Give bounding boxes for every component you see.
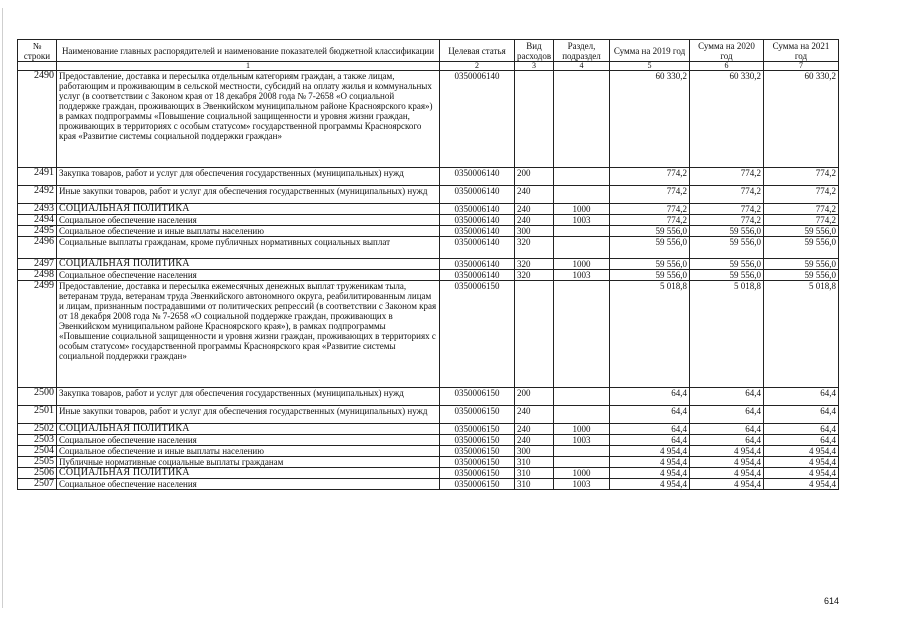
target-article-cell: 0350006140	[440, 259, 515, 270]
sum-2021-cell: 59 556,0	[764, 259, 839, 270]
header-name: Наименование главных распорядителей и наименование показателей бюджетной классификации	[57, 40, 440, 62]
sum-2020-cell: 59 556,0	[690, 270, 764, 281]
name-cell: Предоставление, доставка и пересылка отдельным категориям граждан, а также лицам, работающим и проживающим в сельской местности, субсидий на оплату жилья и коммунальных услуг (в соответствии с Законом края от 18 декабря 2008 года № 7-2658 «О социальной поддержке граждан, проживающих в Эвенкийском муниципальном районе Красноярского края») в рамках подпрограммы «Повышение социальной защищенности и уровня жизни граждан, проживающих в территориях с особым статусом» государственной программы Красноярского края «Развитие системы социальной поддержки граждан»	[57, 71, 440, 168]
row-number-cell: 2501	[18, 406, 57, 424]
sum-2019-cell: 774,2	[610, 215, 690, 226]
name-cell: СОЦИАЛЬНАЯ ПОЛИТИКА	[57, 468, 440, 479]
sum-2021-cell: 774,2	[764, 204, 839, 215]
section-cell	[554, 281, 610, 388]
row-number-cell: 2497	[18, 259, 57, 270]
sum-2019-cell: 64,4	[610, 435, 690, 446]
column-number: 5	[610, 62, 690, 71]
header-section: Раздел, подраздел	[554, 40, 610, 62]
target-article-cell: 0350006140	[440, 270, 515, 281]
table-row	[18, 168, 839, 186]
sum-2020-cell: 64,4	[690, 406, 764, 424]
name-cell: Иные закупки товаров, работ и услуг для обеспечения государственных (муниципальных) нужд	[57, 186, 440, 204]
expense-type-cell: 300	[515, 226, 554, 237]
header-row	[18, 40, 839, 62]
sum-2020-cell: 59 556,0	[690, 226, 764, 237]
column-number-row	[18, 62, 839, 71]
section-cell: 1000	[554, 424, 610, 435]
header-row-no: № строки	[18, 40, 57, 62]
sum-2020-cell: 60 330,2	[690, 71, 764, 168]
table-row	[18, 71, 839, 168]
section-cell: 1000	[554, 204, 610, 215]
sum-2019-cell: 59 556,0	[610, 226, 690, 237]
table-row	[18, 457, 839, 468]
header-target: Целевая статья	[440, 40, 515, 62]
column-number: 6	[690, 62, 764, 71]
target-article-cell: 0350006140	[440, 168, 515, 186]
sum-2019-cell: 64,4	[610, 388, 690, 406]
table-row	[18, 259, 839, 270]
scan-edge-line	[2, 8, 3, 608]
table-row	[18, 468, 839, 479]
sum-2020-cell: 4 954,4	[690, 457, 764, 468]
sum-2019-cell: 4 954,4	[610, 446, 690, 457]
table-row	[18, 281, 839, 388]
row-number-cell: 2507	[18, 479, 57, 490]
sum-2020-cell: 4 954,4	[690, 468, 764, 479]
column-number: 4	[554, 62, 610, 71]
sum-2021-cell: 5 018,8	[764, 281, 839, 388]
section-cell: 1003	[554, 435, 610, 446]
sum-2021-cell: 59 556,0	[764, 237, 839, 259]
sum-2019-cell: 60 330,2	[610, 71, 690, 168]
expense-type-cell: 240	[515, 186, 554, 204]
section-cell	[554, 388, 610, 406]
sum-2020-cell: 774,2	[690, 204, 764, 215]
budget-table	[17, 39, 839, 490]
sum-2021-cell: 60 330,2	[764, 71, 839, 168]
section-cell	[554, 237, 610, 259]
expense-type-cell: 240	[515, 424, 554, 435]
section-cell	[554, 71, 610, 168]
target-article-cell: 0350006150	[440, 457, 515, 468]
table-row	[18, 270, 839, 281]
target-article-cell: 0350006140	[440, 215, 515, 226]
sum-2019-cell: 774,2	[610, 186, 690, 204]
section-cell: 1000	[554, 468, 610, 479]
target-article-cell: 0350006150	[440, 388, 515, 406]
expense-type-cell: 240	[515, 406, 554, 424]
table-row	[18, 424, 839, 435]
expense-type-cell: 200	[515, 168, 554, 186]
header-expense-type: Вид расходов	[515, 40, 554, 62]
target-article-cell: 0350006140	[440, 237, 515, 259]
sum-2019-cell: 59 556,0	[610, 237, 690, 259]
row-number-cell: 2496	[18, 237, 57, 259]
sum-2021-cell: 64,4	[764, 406, 839, 424]
row-number-cell: 2494	[18, 215, 57, 226]
row-number-cell: 2506	[18, 468, 57, 479]
expense-type-cell: 320	[515, 237, 554, 259]
name-cell: Закупка товаров, работ и услуг для обеспечения государственных (муниципальных) нужд	[57, 168, 440, 186]
row-number-cell: 2503	[18, 435, 57, 446]
row-number-cell: 2493	[18, 204, 57, 215]
row-number-cell: 2491	[18, 168, 57, 186]
sum-2019-cell: 774,2	[610, 204, 690, 215]
sum-2020-cell: 774,2	[690, 168, 764, 186]
name-cell: СОЦИАЛЬНАЯ ПОЛИТИКА	[57, 204, 440, 215]
target-article-cell: 0350006140	[440, 71, 515, 168]
table-row	[18, 406, 839, 424]
sum-2021-cell: 774,2	[764, 215, 839, 226]
expense-type-cell: 310	[515, 479, 554, 490]
name-cell: Социальное обеспечение населения	[57, 215, 440, 226]
name-cell: Социальное обеспечение и иные выплаты населению	[57, 226, 440, 237]
sum-2021-cell: 774,2	[764, 168, 839, 186]
row-number-cell: 2500	[18, 388, 57, 406]
section-cell: 1000	[554, 259, 610, 270]
sum-2020-cell: 59 556,0	[690, 237, 764, 259]
target-article-cell: 0350006140	[440, 186, 515, 204]
sum-2021-cell: 64,4	[764, 435, 839, 446]
sum-2021-cell: 4 954,4	[764, 446, 839, 457]
sum-2019-cell: 5 018,8	[610, 281, 690, 388]
target-article-cell: 0350006150	[440, 468, 515, 479]
name-cell: Иные закупки товаров, работ и услуг для обеспечения государственных (муниципальных) нужд	[57, 406, 440, 424]
sum-2021-cell: 59 556,0	[764, 270, 839, 281]
name-cell: Социальные выплаты гражданам, кроме публичных нормативных социальных выплат	[57, 237, 440, 259]
name-cell: Социальное обеспечение населения	[57, 270, 440, 281]
sum-2019-cell: 774,2	[610, 168, 690, 186]
table-row	[18, 446, 839, 457]
sum-2019-cell: 4 954,4	[610, 468, 690, 479]
row-number-cell: 2490	[18, 71, 57, 168]
section-cell: 1003	[554, 270, 610, 281]
table-row	[18, 215, 839, 226]
section-cell	[554, 226, 610, 237]
name-cell: Социальное обеспечение и иные выплаты населению	[57, 446, 440, 457]
section-cell	[554, 446, 610, 457]
row-number-cell: 2505	[18, 457, 57, 468]
column-number: 1	[57, 62, 440, 71]
sum-2021-cell: 4 954,4	[764, 457, 839, 468]
sum-2020-cell: 5 018,8	[690, 281, 764, 388]
expense-type-cell: 300	[515, 446, 554, 457]
page-number: 614	[824, 596, 840, 606]
section-cell	[554, 186, 610, 204]
column-number: 7	[764, 62, 839, 71]
name-cell: Социальное обеспечение населения	[57, 479, 440, 490]
section-cell: 1003	[554, 215, 610, 226]
expense-type-cell: 240	[515, 204, 554, 215]
sum-2021-cell: 64,4	[764, 424, 839, 435]
sum-2020-cell: 64,4	[690, 388, 764, 406]
sum-2021-cell: 64,4	[764, 388, 839, 406]
sum-2021-cell: 4 954,4	[764, 479, 839, 490]
target-article-cell: 0350006150	[440, 479, 515, 490]
sum-2020-cell: 59 556,0	[690, 259, 764, 270]
sum-2020-cell: 4 954,4	[690, 446, 764, 457]
row-number-cell: 2499	[18, 281, 57, 388]
header-sum-2019: Сумма на 2019 год	[610, 40, 690, 62]
header-sum-2021: Сумма на 2021 год	[764, 40, 839, 62]
row-number-cell: 2502	[18, 424, 57, 435]
sum-2019-cell: 64,4	[610, 406, 690, 424]
table-row	[18, 479, 839, 490]
name-cell: Социальное обеспечение населения	[57, 435, 440, 446]
target-article-cell: 0350006150	[440, 424, 515, 435]
name-cell: СОЦИАЛЬНАЯ ПОЛИТИКА	[57, 259, 440, 270]
name-cell: Закупка товаров, работ и услуг для обеспечения государственных (муниципальных) нужд	[57, 388, 440, 406]
expense-type-cell: 240	[515, 215, 554, 226]
row-number-cell: 2504	[18, 446, 57, 457]
column-number: 2	[440, 62, 515, 71]
sum-2019-cell: 64,4	[610, 424, 690, 435]
table-row	[18, 388, 839, 406]
table-row	[18, 204, 839, 215]
expense-type-cell	[515, 71, 554, 168]
expense-type-cell	[515, 281, 554, 388]
sum-2021-cell: 4 954,4	[764, 468, 839, 479]
target-article-cell: 0350006150	[440, 435, 515, 446]
sum-2019-cell: 4 954,4	[610, 479, 690, 490]
target-article-cell: 0350006150	[440, 281, 515, 388]
sum-2020-cell: 4 954,4	[690, 479, 764, 490]
row-number-cell: 2492	[18, 186, 57, 204]
sum-2021-cell: 59 556,0	[764, 226, 839, 237]
sum-2019-cell: 4 954,4	[610, 457, 690, 468]
section-cell: 1003	[554, 479, 610, 490]
sum-2019-cell: 59 556,0	[610, 270, 690, 281]
section-cell	[554, 457, 610, 468]
sum-2019-cell: 59 556,0	[610, 259, 690, 270]
sum-2020-cell: 64,4	[690, 435, 764, 446]
name-cell: Публичные нормативные социальные выплаты гражданам	[57, 457, 440, 468]
target-article-cell: 0350006140	[440, 226, 515, 237]
row-number-cell: 2498	[18, 270, 57, 281]
section-cell	[554, 168, 610, 186]
sum-2021-cell: 774,2	[764, 186, 839, 204]
sum-2020-cell: 774,2	[690, 186, 764, 204]
header-sum-2020: Сумма на 2020 год	[690, 40, 764, 62]
table-row	[18, 186, 839, 204]
row-number-cell: 2495	[18, 226, 57, 237]
sum-2020-cell: 64,4	[690, 424, 764, 435]
name-cell: Предоставление, доставка и пересылка ежемесячных денежных выплат труженикам тыла, ветеранам труда, ветеранам труда Эвенкийского автономного округа, реабилитированным лицам и лицам, признанным пострадавшими от политических репрессий (в соответствии с Законом края от 18 декабря 2008 года № 7-2658 «О социальной поддержке граждан, проживающих в Эвенкийском муниципальном районе Красноярского края»), в рамках подпрограммы «Повышение социальной защищенности и уровня жизни граждан, проживающих в территориях с особым статусом» государственной программы Красноярского края «Развитие системы социальной поддержки граждан»	[57, 281, 440, 388]
expense-type-cell: 320	[515, 270, 554, 281]
expense-type-cell: 320	[515, 259, 554, 270]
target-article-cell: 0350006150	[440, 406, 515, 424]
expense-type-cell: 310	[515, 457, 554, 468]
sum-2020-cell: 774,2	[690, 215, 764, 226]
expense-type-cell: 200	[515, 388, 554, 406]
table-row	[18, 226, 839, 237]
section-cell	[554, 406, 610, 424]
table-row	[18, 237, 839, 259]
column-number: 3	[515, 62, 554, 71]
target-article-cell: 0350006140	[440, 204, 515, 215]
table-row	[18, 435, 839, 446]
target-article-cell: 0350006150	[440, 446, 515, 457]
expense-type-cell: 310	[515, 468, 554, 479]
expense-type-cell: 240	[515, 435, 554, 446]
name-cell: СОЦИАЛЬНАЯ ПОЛИТИКА	[57, 424, 440, 435]
